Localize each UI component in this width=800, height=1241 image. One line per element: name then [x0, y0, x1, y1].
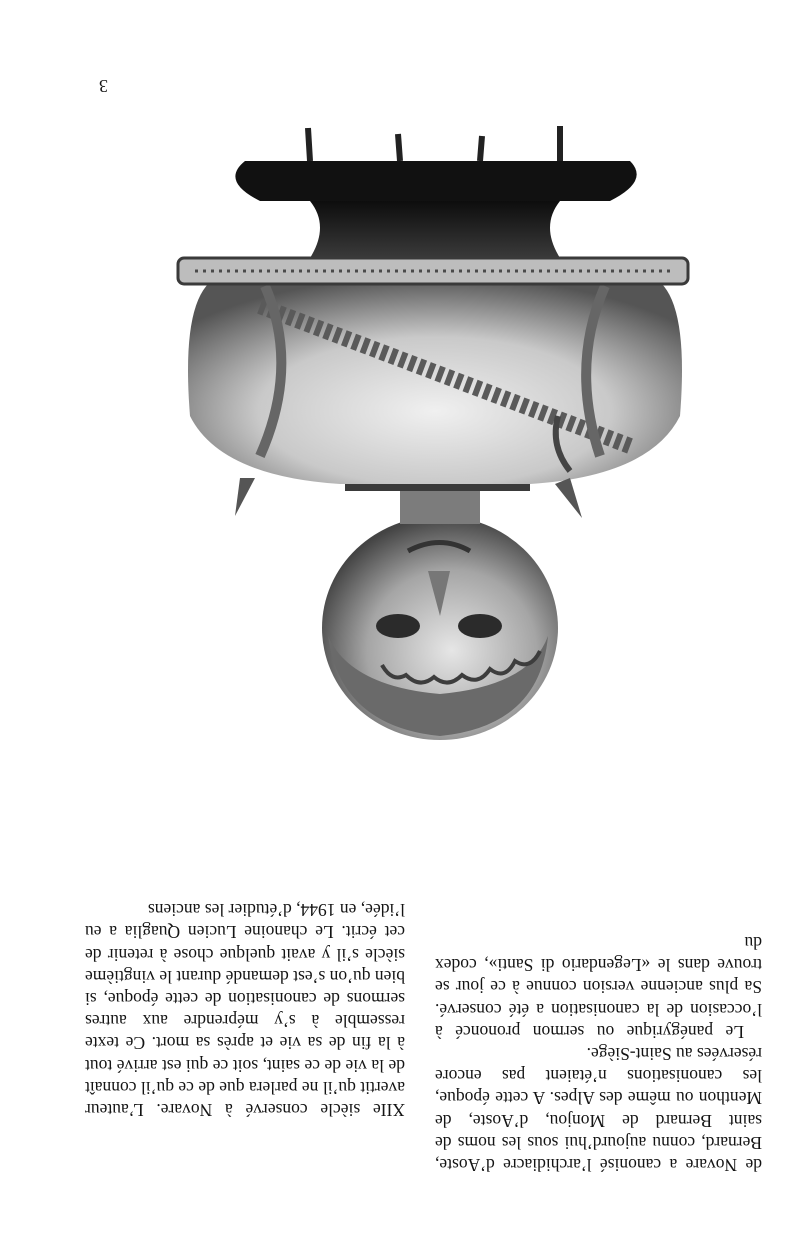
- paragraph: Le panégyrique ou sermon prononcé à l’occasion de la canonisation a été conservé. Sa plus ancienne version connue à ce jour se trouve dans le «Legendario di Santi», codex du: [435, 932, 762, 1042]
- reliquary-bust-figure: [100, 126, 780, 746]
- paragraph: de Novare a canonisé l’archidiacre d’Aoste, Bernard, connu aujourd’hui sous les noms de saint Bernard de Monjou, d’Aoste, de Menthon ou même des Alpes. A cette époque, les canonisations n’étaient pas encore réservées au Saint-Siège.: [435, 1043, 762, 1175]
- text-column-left: [435, 932, 762, 1176]
- paragraph: XIIe siècle conservé à Novare. L’auteur avertit qu’il ne parlera que de ce qu’il connaît de la vie de ce saint, soit ce qui est arrivé tout à la fin de sa vie et après sa mort. Ce texte ressemble à s’y méprendre aux autres sermons de canonisation de cette époque, si bien qu’on s’est demandé durant le vingtième siècle s’il y avait quelque chose à retenir de cet écrit. Le chanoine Lucien Quaglia a eu l’idée, en 1944, d’étudier les anciens: [85, 900, 405, 1120]
- page-number: 3: [99, 76, 108, 96]
- bust-base: [235, 126, 636, 258]
- bust-bowl: [178, 258, 688, 518]
- reliquary-bust-photo: [100, 126, 780, 746]
- text-column-right: [85, 899, 405, 1121]
- bust-head: [322, 486, 558, 740]
